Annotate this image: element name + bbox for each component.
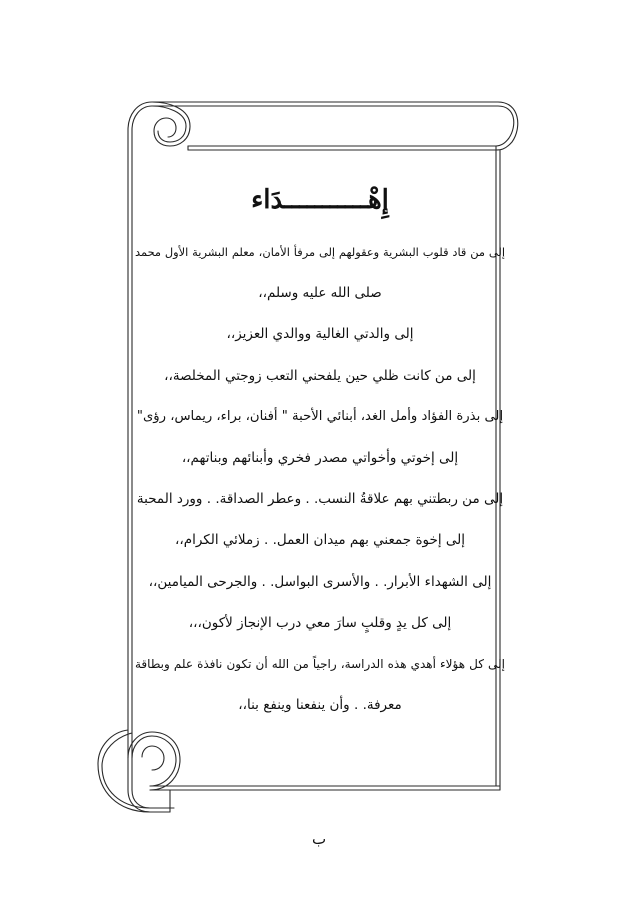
dedication-line-1: إلى من قاد قلوب البشرية وعقولهم إلى مرفأ الأمان، معلم البشرية الأول محمد	[135, 245, 505, 259]
dedication-line-10: إلى كل يدٍ وقلبٍ سارَ معي درب الإنجاز لأكون،،،	[188, 614, 452, 631]
dedication-line-9: إلى الشهداء الأبرار. . والأسرى البواسل. . والجرحى الميامين،،	[148, 573, 492, 590]
dedication-line-11: إلى كل هؤلاء أهدي هذه الدراسة، راجياً من الله أن تكون نافذة علم وبطاقة	[135, 656, 505, 671]
dedication-line-7: إلى من ربطتني بهم علاقةُ النسب. . وعطر الصداقة. . وورد المحبة	[136, 491, 504, 508]
dedication-line-4: إلى من كانت ظلي حين يلفحني التعب زوجتي المخلصة،،	[164, 367, 476, 384]
dedication-content	[135, 180, 505, 736]
dedication-line-2: صلى الله عليه وسلم،،	[258, 285, 382, 302]
dedication-line-6: إلى إخوتي وأخواتي مصدر فخري وأبنائهم وبناتهم،،	[181, 449, 459, 466]
dedication-line-8: إلى إخوة جمعني بهم ميدان العمل. . زملائي الكرام،،	[175, 532, 465, 549]
dedication-line-5: إلى بذرة الفؤاد وأمل الغد، أبنائي الأحبة " أفنان، براء، ريماس، رؤى"	[136, 408, 504, 424]
scroll-bottom-left-roll	[128, 790, 170, 812]
scroll-top-roll	[496, 102, 518, 150]
page-number: ب	[311, 830, 327, 848]
dedication-heading: إِهْـــــــــــدَاء	[251, 185, 389, 215]
dedication-line-3: إلى والدتي الغالية ووالدي العزيز،،	[226, 326, 414, 343]
dedication-line-12: معرفة. . وأن ينفعنا وينفع بنا،،	[238, 697, 402, 714]
